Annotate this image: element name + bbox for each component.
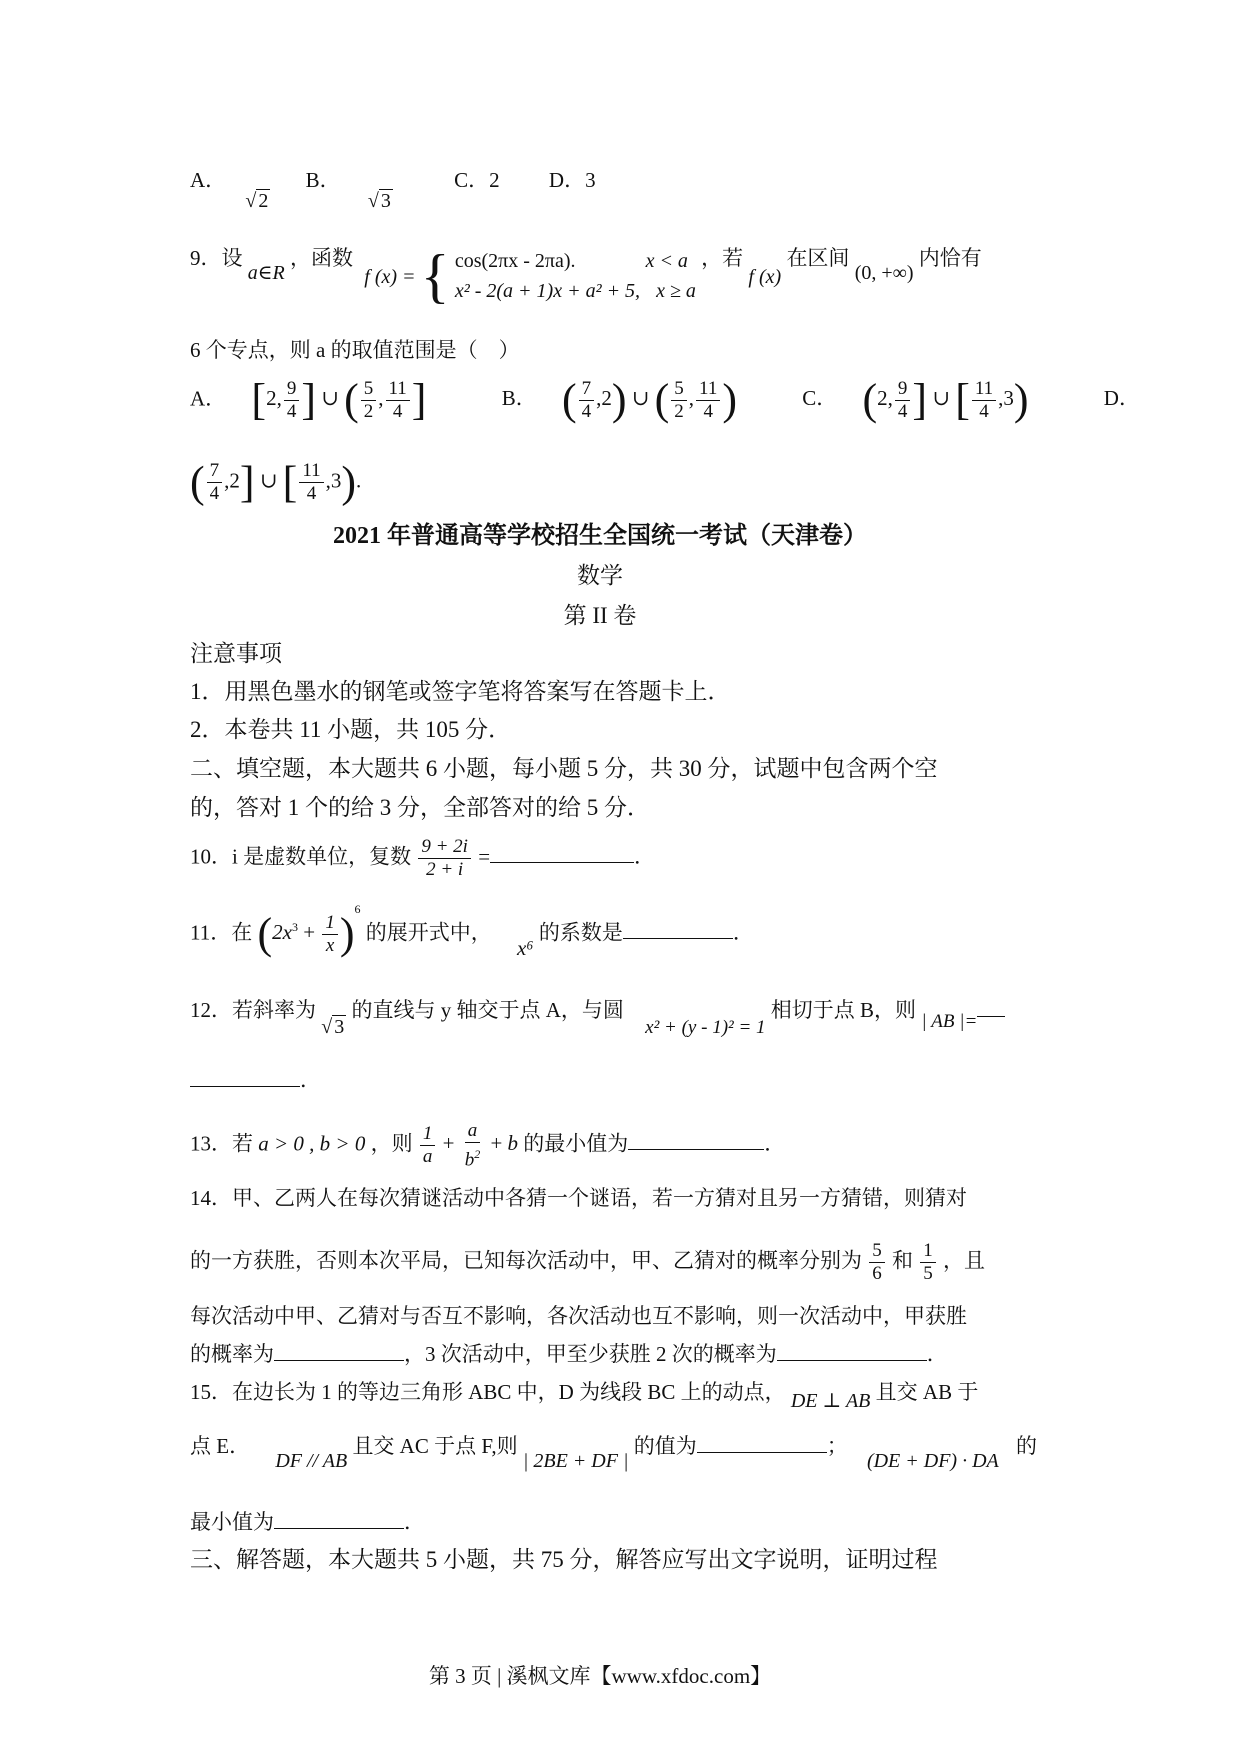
q12-tail: 相切于点 B，则 (770, 998, 917, 1022)
q8-option-a-label: A． (190, 168, 227, 192)
q15-de: 的 (1016, 1434, 1037, 1458)
exam-title: 2021 年普通高等学校招生全国统一考试（天津卷） (333, 523, 867, 549)
q9-cond-2: x ≥ a (656, 280, 696, 302)
q12-answer-blank-b[interactable] (190, 1066, 300, 1087)
q9-cond-1: x < a (645, 250, 688, 272)
q9-option-d: ( $\frac{7}{4}$ ,2] ∪ [ $\frac{11}{4}$ ,3). (190, 457, 362, 507)
q14-line-1: 14．甲、乙两人在每次猜谜活动中各猜一个谜语，若一方猜对且另一方猜错，则猜对 (190, 1186, 967, 1210)
q9-case-2: x² - 2(a + 1)x + a² + 5, (454, 280, 641, 302)
q9-cases (455, 246, 696, 306)
q13-prefix: 13．若 (190, 1131, 253, 1156)
q8-option-a-value: √ 2 (245, 190, 269, 212)
q14-line-2 (190, 1240, 985, 1285)
q9-option-a-label: A． (190, 386, 227, 411)
q12 (190, 996, 1005, 1038)
q15-expr-2: (DE + DF) · DA (866, 1450, 999, 1472)
q9-a-in-r: a∈R (247, 262, 285, 284)
q14-line-4-a: 的概率为 (190, 1342, 274, 1366)
q12-prefix: 12．若斜率为 (190, 998, 316, 1022)
q9-case-1: cos(2πx - 2πa). (454, 250, 576, 272)
q15-line-2-b: 且交 AC 于点 F,则 (352, 1434, 518, 1458)
q15-line-2-a: 点 E． (190, 1434, 251, 1458)
q9-option-b-label: B． (501, 386, 537, 411)
q14-answer-blank-1[interactable] (274, 1340, 404, 1361)
q9-interval-word: 在区间 (786, 246, 850, 270)
q9-func-word: ，函数 (290, 246, 354, 270)
q11-x6: x⁶ (516, 936, 534, 961)
q12-ab: | AB |= (921, 1011, 978, 1032)
exam-volume: 第 II 卷 (563, 603, 637, 628)
q11-prefix: 11．在 (190, 920, 253, 945)
q9-interval: (0, +∞) (854, 262, 914, 284)
q11-answer-blank[interactable] (623, 918, 733, 939)
q14-answer-blank-2[interactable] (777, 1340, 927, 1361)
q9-option-c-label: C． (802, 386, 838, 411)
q15-line-2 (190, 1432, 1037, 1472)
q13: 13．若 a > 0 , b > 0 ，则 $\frac{1}{a}$ + $\frac{a}{b^2}$ + b 的最小值为 ． (190, 1120, 786, 1171)
q10: 10．i 是虚数单位，复数 $\frac{9 + 2i}{2 + i}$ = ． (190, 836, 656, 880)
q10-equals: = (478, 844, 491, 869)
q14-prob-jia: $\frac{5}{6}$ (869, 1240, 885, 1285)
q9-fx2: f (x) (748, 266, 782, 288)
q14-line-4-b: ，3 次活动中，甲至少获胜 2 次的概率为 (404, 1342, 777, 1366)
q9-line-2: 6 个专点，则 a 的取值范围是（ ） (190, 338, 520, 362)
q11-binomial: ($2x^3$ + $\frac{1}{x}$ )$^6$ (257, 902, 361, 959)
q10-answer-blank[interactable] (490, 842, 634, 863)
q14-he: 和 (892, 1248, 913, 1273)
q15-de-ab: DE ⊥ AB (790, 1390, 871, 1412)
q8-options (190, 166, 596, 212)
page-footer: 第 3 页 | 溪枫文库【www.xfdoc.com】 (428, 1664, 772, 1688)
q15-answer-blank-1[interactable] (697, 1432, 827, 1453)
q14-qie: ，且 (943, 1248, 985, 1273)
q14-prob-yi: $\frac{1}{5}$ (920, 1240, 936, 1285)
exam-subject: 数学 (577, 563, 623, 588)
q9-option-c: (2, $\frac{9}{4}$ ] ∪ [ $\frac{11}{4}$ ,3) (862, 375, 1029, 425)
q11-tail: 的系数是 (538, 920, 623, 945)
q9-option-b: ( $\frac{7}{4}$ ,2) ∪ ( $\frac{5}{2}$ , $\frac{11}{4}$ ) (561, 375, 737, 425)
q14-line-2-text: 的一方获胜，否则本次平局，已知每次活动中，甲、乙猜对的概率分别为 (190, 1248, 862, 1273)
q10-prefix: 10．i 是虚数单位，复数 (190, 844, 412, 869)
q11: 11．在 ($2x^3$ + $\frac{1}{x}$ )$^6$ 的展开式中， x⁶ 的系数是 ． (190, 902, 754, 961)
q13-mid: ，则 (370, 1131, 413, 1156)
q15-line-3: 最小值为 ． (190, 1510, 425, 1534)
q15-df-ab: DF // AB (275, 1450, 348, 1472)
q13-answer-blank[interactable] (628, 1129, 764, 1150)
q10-fraction: $\frac{9 + 2i}{2 + i}$ (418, 836, 471, 881)
q12-slope: √ 3 (321, 1016, 345, 1038)
q14-line-4: 的概率为 ，3 次活动中，甲至少获胜 2 次的概率为 ． (190, 1342, 948, 1366)
q9-ruo: ，若 (701, 246, 744, 270)
q9-brace: { (420, 243, 450, 309)
q15-line-1-b: 且交 AB 于 (875, 1380, 979, 1404)
q13-expression: $\frac{1}{a}$ + $\frac{a}{b^2}$ + b (418, 1131, 518, 1155)
section-2-line-2: 的，答对 1 个的给 3 分，全部答对的给 5 分． (190, 795, 650, 820)
q9-option-a: [2, $\frac{9}{4}$ ] ∪ ( $\frac{5}{2}$ , $\frac{11}{4}$ ] (251, 375, 427, 425)
q9-fx: f (x) = (364, 266, 416, 288)
q8-option-b-value: √ 3 (367, 190, 391, 212)
q15-line-1 (190, 1378, 979, 1412)
q9-tail: 内恰有 (918, 246, 982, 270)
q15-expr-1: | 2BE + DF | (522, 1450, 629, 1472)
q15-line-3-a: 最小值为 (190, 1510, 274, 1534)
q15-line-1-a: 15．在边长为 1 的等边三角形 ABC 中，D 为线段 BC 上的动点， (190, 1380, 786, 1404)
q13-tail: 的最小值为 (523, 1131, 629, 1156)
notes-heading: 注意事项 (190, 641, 282, 666)
q12-circle: x² + (y - 1)² = 1 (645, 1017, 766, 1038)
section-2-line-1: 二、填空题，本大题共 6 小题，每小题 5 分，共 30 分，试题中包含两个空 (190, 756, 938, 781)
q13-condition: a > 0 , b > 0 (258, 1131, 366, 1156)
q8-option-d: D．3 (548, 168, 596, 192)
q15-semicolon: ； (826, 1434, 848, 1458)
q9-number: 9．设 (190, 246, 243, 270)
note-1: 1．用黑色墨水的钢笔或签字笔将答案写在答题卡上． (190, 679, 731, 704)
q14-line-3: 每次活动中甲、乙猜对与否互不影响，各次活动也互不影响，则一次活动中，甲获胜 (190, 1304, 967, 1328)
q12-line-2: ． (190, 1066, 321, 1094)
q11-post: 的展开式中， (365, 920, 492, 945)
q9-option-d-label: D． (1103, 386, 1140, 411)
q9-stem (190, 243, 982, 309)
q8-option-b-label: B． (305, 168, 341, 192)
q12-mid: 的直线与 y 轴交于点 A，与圆 (351, 998, 624, 1022)
section-3-intro: 三、解答题，本大题共 5 小题，共 75 分，解答应写出文字说明，证明过程 (190, 1547, 938, 1572)
q9-piecewise (420, 243, 696, 309)
q9-options (190, 375, 1140, 438)
q15-answer-blank-2[interactable] (274, 1508, 404, 1529)
q12-answer-blank-a[interactable] (977, 1002, 1005, 1017)
note-2: 2．本卷共 11 小题，共 105 分． (190, 717, 512, 742)
q8-option-c: C．2 (454, 168, 500, 192)
q15-line-2-c: 的值为 (633, 1434, 697, 1458)
